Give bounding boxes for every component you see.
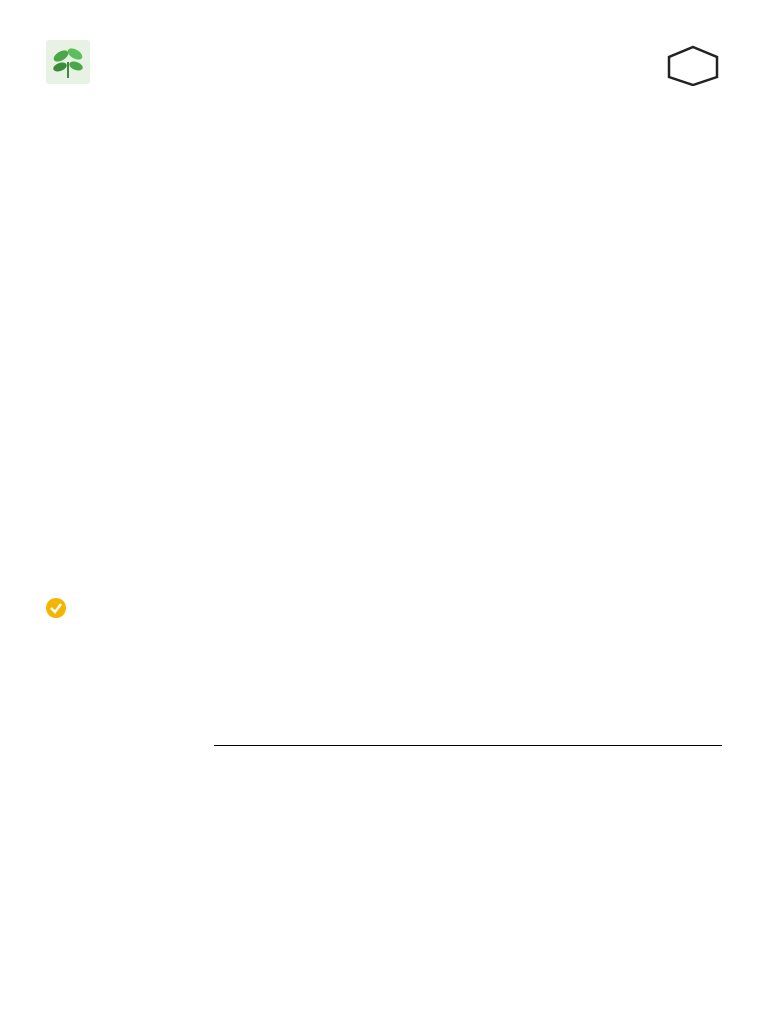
mdpi-logo [664, 44, 722, 86]
mdpi-hexagon-icon [664, 44, 722, 86]
journal-logo-icon [46, 40, 90, 84]
section-divider [214, 745, 722, 746]
check-for-updates-badge[interactable] [44, 597, 130, 619]
